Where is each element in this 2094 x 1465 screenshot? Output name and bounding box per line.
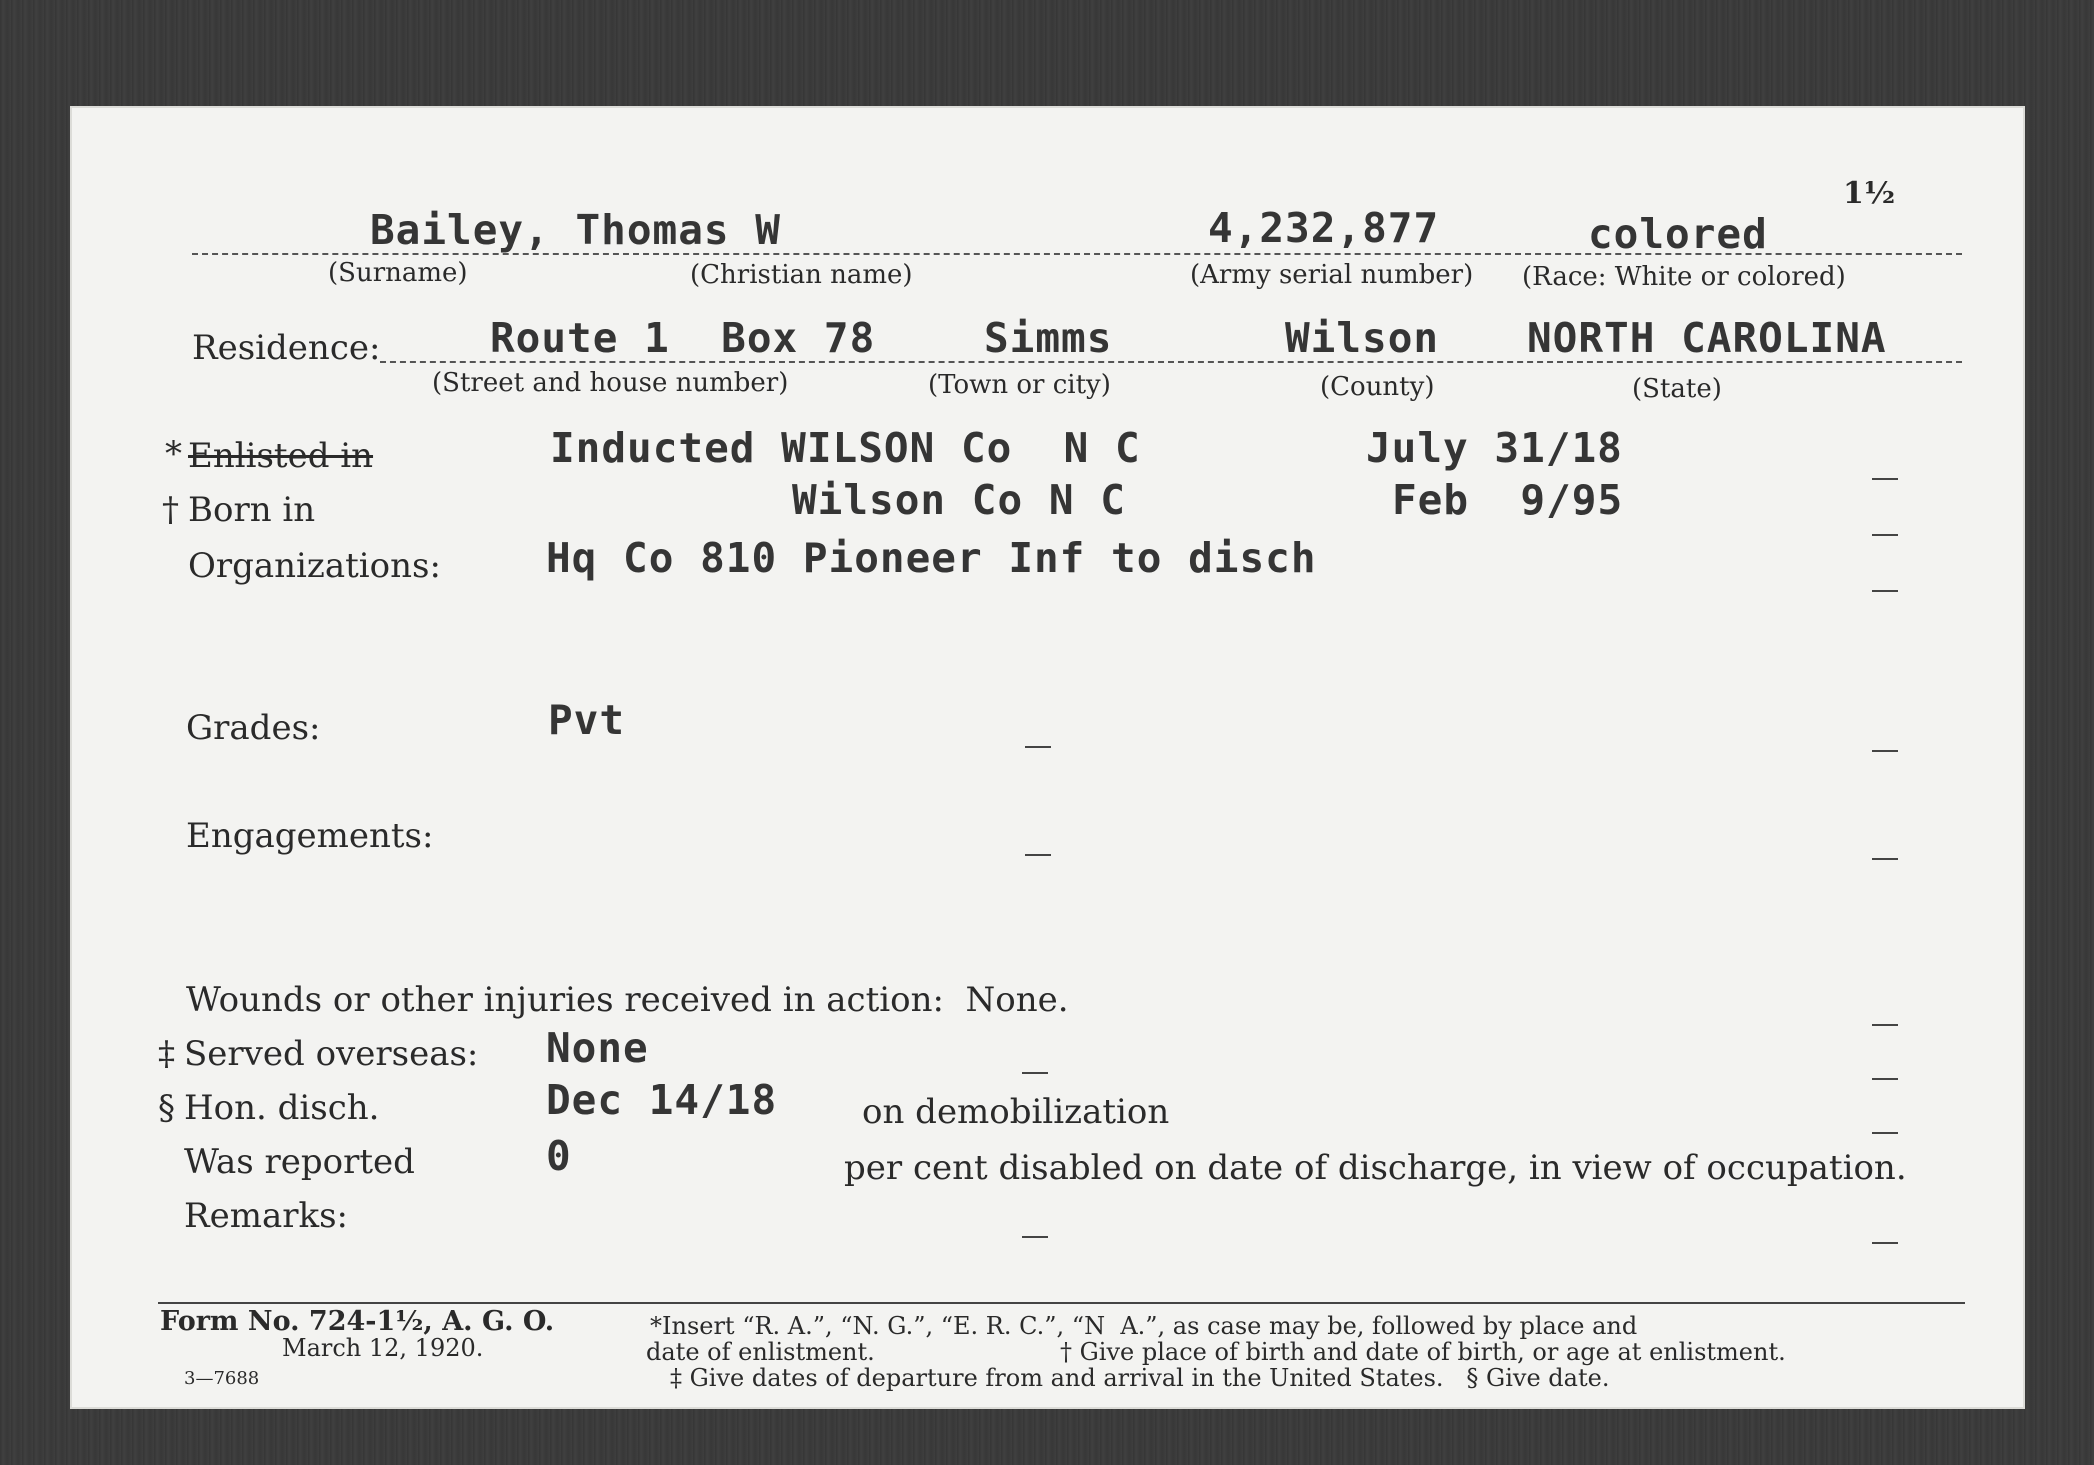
born-date: Feb 9/95	[1392, 476, 1624, 524]
grades-dash	[1872, 750, 1898, 752]
engagements-label: Engagements:	[186, 816, 434, 856]
residence-street-value: Route 1 Box 78	[490, 314, 876, 362]
born-dash	[1872, 534, 1898, 536]
enlisted-mark: *	[165, 434, 182, 474]
grades-mid-dash	[1025, 746, 1051, 748]
disch-dash	[1872, 1132, 1898, 1134]
serial-number-value: 4,232,877	[1208, 204, 1440, 252]
born-mark: †	[162, 490, 179, 530]
reported-value: 0	[546, 1132, 572, 1180]
grades-value: Pvt	[548, 696, 626, 744]
overseas-mid-dash	[1022, 1072, 1048, 1074]
engagements-mid-dash	[1025, 854, 1051, 856]
county-caption: (County)	[1320, 372, 1435, 402]
born-label: Born in	[188, 490, 316, 530]
residence-dotted-line	[380, 361, 1962, 363]
enlisted-value: Inducted WILSON Co N C	[550, 424, 1141, 472]
corner-mark: 1½	[1843, 176, 1896, 211]
remarks-mid-dash	[1022, 1236, 1048, 1238]
reported-label: Was reported	[184, 1142, 415, 1182]
residence-label: Residence:	[192, 328, 381, 368]
footnote-line-3: ‡ Give dates of departure from and arrival in the United States. § Give date.	[670, 1364, 1610, 1392]
remarks-dash	[1872, 1242, 1898, 1244]
form-date: March 12, 1920.	[282, 1334, 484, 1362]
service-record-card	[70, 106, 2025, 1409]
form-number: Form No. 724-1½, A. G. O.	[160, 1306, 555, 1337]
reported-note: per cent disabled on date of discharge, in view of occupation.	[844, 1148, 1907, 1188]
christian-name-caption: (Christian name)	[690, 260, 913, 290]
surname-name-value: Bailey, Thomas W	[370, 206, 781, 254]
race-caption: (Race: White or colored)	[1522, 262, 1846, 292]
organizations-dash	[1872, 590, 1898, 592]
residence-state-value: NORTH CAROLINA	[1527, 314, 1887, 362]
grades-label: Grades:	[186, 708, 321, 748]
footer-rule	[158, 1302, 1965, 1304]
surname-caption: (Surname)	[328, 258, 468, 288]
overseas-dash-2	[1872, 1078, 1898, 1080]
disch-label: Hon. disch.	[184, 1088, 380, 1128]
serial-number-caption: (Army serial number)	[1190, 260, 1474, 290]
print-code: 3—7688	[184, 1368, 260, 1389]
residence-county-value: Wilson	[1285, 314, 1440, 362]
overseas-label: Served overseas:	[184, 1034, 479, 1074]
town-caption: (Town or city)	[928, 370, 1111, 400]
street-caption: (Street and house number)	[432, 368, 789, 398]
engagements-dash	[1872, 858, 1898, 860]
overseas-value: None	[546, 1024, 649, 1072]
enlisted-date: July 31/18	[1366, 424, 1623, 472]
born-value: Wilson Co N C	[792, 476, 1126, 524]
wounds-label: Wounds or other injuries received in action: None.	[186, 980, 1069, 1020]
footnote-line-2a: date of enlistment.	[646, 1338, 875, 1366]
disch-value: Dec 14/18	[546, 1076, 778, 1124]
remarks-label: Remarks:	[184, 1196, 348, 1236]
race-value: colored	[1588, 210, 1768, 258]
state-caption: (State)	[1632, 374, 1722, 404]
organizations-label: Organizations:	[188, 546, 441, 586]
footnote-line-2b: † Give place of birth and date of birth, or age at enlistment.	[1060, 1338, 1786, 1366]
disch-note: on demobilization	[862, 1092, 1170, 1132]
disch-mark: §	[158, 1088, 175, 1128]
organizations-value: Hq Co 810 Pioneer Inf to disch	[546, 534, 1317, 582]
footnote-line-1: *Insert “R. A.”, “N. G.”, “E. R. C.”, “N A.”, as case may be, followed by place and	[650, 1312, 1638, 1340]
header-dotted-line	[192, 253, 1962, 255]
residence-town-value: Simms	[984, 314, 1113, 362]
enlisted-dash	[1872, 478, 1898, 480]
overseas-mark: ‡	[158, 1034, 175, 1074]
enlisted-label: Enlisted in	[188, 436, 374, 476]
overseas-dash-1	[1872, 1024, 1898, 1026]
